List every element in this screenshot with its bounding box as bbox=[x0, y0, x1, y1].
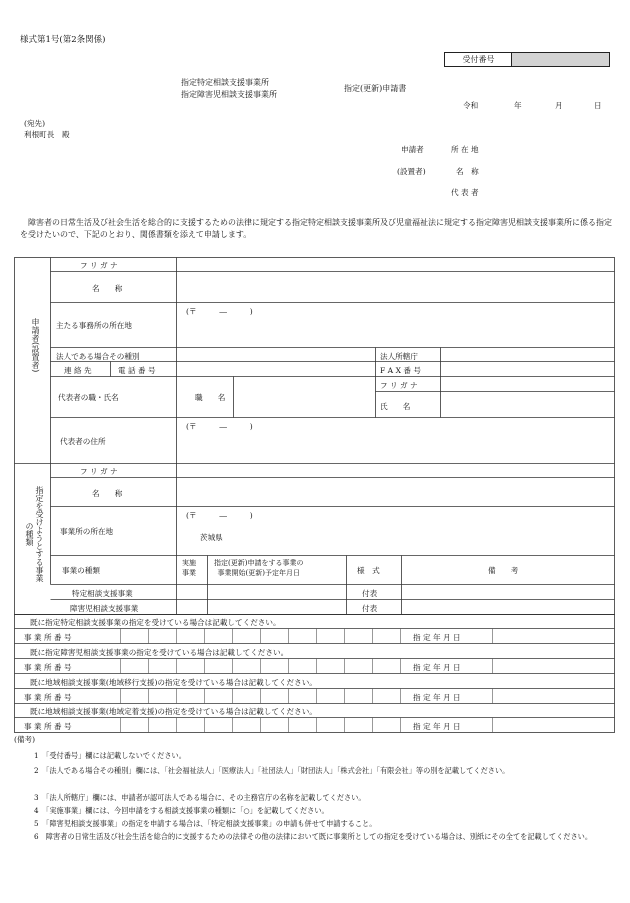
office-postal-code: (〒 ― ) bbox=[186, 511, 253, 520]
applicant-label: 申請者 bbox=[401, 145, 424, 154]
form-label: 様 式 bbox=[357, 566, 380, 575]
note-3: 3 「法人所轄庁」欄には、申請者が認可法人である場合に、その主務官庁の名称を記載してください。 bbox=[34, 793, 366, 802]
intro-text: 障害者の日常生活及び社会生活を総合的に支援するための法律に規定する指定特定相談支援事業所及び児童福祉法に規定する指定障害児相談支援事業所に係る指定を受けたいので、下記のとおり、関係書類を添えて申請します。 bbox=[20, 218, 612, 239]
date-day: 日 bbox=[594, 101, 602, 110]
rep-title-name-label: 代表者の職・氏名 bbox=[58, 393, 119, 402]
representative-label: 代 表 者 bbox=[451, 188, 479, 197]
implemented-business-label: 実施 事業 bbox=[182, 559, 196, 577]
founder-label: (設置者) bbox=[397, 167, 426, 176]
attachment-1: 付表 bbox=[362, 589, 378, 598]
receipt-number-label: 受付番号 bbox=[444, 52, 512, 67]
date-year: 年 bbox=[514, 101, 522, 110]
form-number: 様式第1号(第2条関係) bbox=[20, 35, 106, 45]
designation-date-label-4: 指 定 年 月 日 bbox=[413, 722, 461, 731]
designation-date-label-1: 指 定 年 月 日 bbox=[413, 633, 461, 642]
business-type-side-label: 指定を受けようとする事業の種類 bbox=[25, 486, 44, 582]
office-prefecture: 茨城県 bbox=[200, 533, 223, 542]
child-consultation-row: 障害児相談支援事業 bbox=[70, 604, 139, 613]
person-name-label: 氏 名 bbox=[380, 402, 411, 411]
name-label: 名 称 bbox=[456, 167, 479, 176]
postal-code-1: (〒 ― ) bbox=[186, 307, 253, 316]
applicant-name-label: 名 称 bbox=[92, 284, 123, 293]
notes-heading: (備考) bbox=[14, 735, 36, 744]
job-title-label: 職 名 bbox=[195, 393, 226, 402]
addressee: 利根町長 殿 bbox=[24, 130, 70, 139]
start-date-label: 指定(更新)申請をする事業の 事業開始(更新)予定年月日 bbox=[214, 559, 304, 577]
jurisdiction-label: 法人所轄庁 bbox=[380, 352, 418, 361]
title-line1: 指定特定相談支援事業所 bbox=[181, 78, 269, 87]
note-5: 5 「障害児相談支援事業」の指定を申請する場合は、「特定相談支援事業」の申請も併せて申請すること。 bbox=[34, 819, 377, 828]
date-month: 月 bbox=[555, 101, 563, 110]
specified-consultation-row: 特定相談支援事業 bbox=[72, 589, 133, 598]
designation-date-label-3: 指 定 年 月 日 bbox=[413, 693, 461, 702]
fax-label: F A X 番 号 bbox=[380, 366, 422, 375]
existing-note-2: 既に指定障害児相談支援事業の指定を受けている場合は記載してください。 bbox=[30, 648, 289, 657]
note-4: 4 「実施事業」欄には、今回申請をする相談支援事業の種類に「○」を記載してください。 bbox=[34, 806, 329, 815]
furigana-label-2: フ リ ガ ナ bbox=[380, 381, 418, 390]
office-name-label: 名 称 bbox=[92, 489, 123, 498]
postal-code-2: (〒 ― ) bbox=[186, 422, 253, 431]
existing-note-1: 既に指定特定相談支援事業の指定を受けている場合は記載してください。 bbox=[30, 618, 281, 627]
office-address-label: 事業所の所在地 bbox=[60, 527, 114, 536]
title-line2: 指定障害児相談支援事業所 bbox=[181, 90, 277, 99]
title-suffix: 指定(更新)申請書 bbox=[344, 84, 407, 93]
remarks-label: 備 考 bbox=[488, 566, 519, 575]
applicant-side-label: 申請者(設置者) bbox=[31, 318, 40, 373]
office-number-label-2: 事 業 所 番 号 bbox=[24, 663, 72, 672]
phone-label: 電 話 番 号 bbox=[118, 366, 156, 375]
corporation-type-label: 法人である場合その種別 bbox=[56, 352, 140, 361]
existing-note-3: 既に地域相談支援事業(地域移行支援)の指定を受けている場合は記載してください。 bbox=[30, 678, 317, 687]
office-number-label-1: 事 業 所 番 号 bbox=[24, 633, 72, 642]
note-2: 2 「法人である場合その種別」欄には、「社会福祉法人」「医療法人」「社団法人」「財団法人」「株式会社」「有限会社」等の別を記載してください。 bbox=[34, 766, 510, 775]
attachment-2: 付表 bbox=[362, 604, 378, 613]
main-office-address-label: 主たる事務所の所在地 bbox=[56, 321, 132, 330]
addressee-label: (宛先) bbox=[24, 119, 46, 128]
rep-address-label: 代表者の住所 bbox=[60, 437, 106, 446]
note-6: 6 障害者の日常生活及び社会生活を総合的に支援するための法律その他の法律において既に事業所としての指定を受けている場合は、別紙にその全てを記載してください。 bbox=[34, 832, 593, 841]
office-number-label-3: 事 業 所 番 号 bbox=[24, 693, 72, 702]
contact-label: 連 絡 先 bbox=[64, 366, 92, 375]
office-number-label-4: 事 業 所 番 号 bbox=[24, 722, 72, 731]
note-1: 1 「受付番号」欄には記載しないでください。 bbox=[34, 751, 186, 760]
business-type-label: 事業の種類 bbox=[62, 566, 100, 575]
office-furigana-label: フ リ ガ ナ bbox=[80, 467, 118, 476]
furigana-label: フ リ ガ ナ bbox=[80, 261, 118, 270]
designation-date-label-2: 指 定 年 月 日 bbox=[413, 663, 461, 672]
existing-note-4: 既に地域相談支援事業(地域定着支援)の指定を受けている場合は記載してください。 bbox=[30, 707, 317, 716]
address-label: 所 在 地 bbox=[451, 145, 479, 154]
date-era: 令和 bbox=[463, 101, 479, 110]
